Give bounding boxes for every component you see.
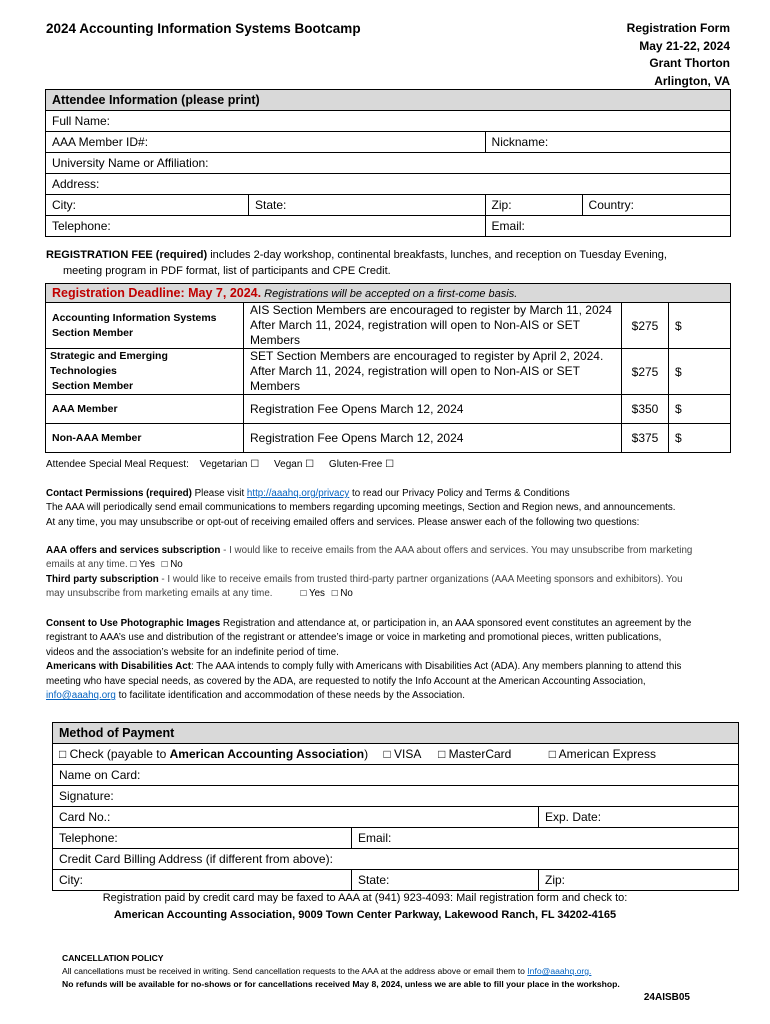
offers-subscription [46, 544, 736, 602]
fee-row-price: $275 [622, 303, 669, 349]
nickname-field[interactable]: Nickname: [485, 132, 730, 153]
visa-option[interactable]: □ VISA [383, 747, 421, 761]
consent-text: Registration and attendance at, or participation in, an AAA sponsored event constitutes an agreement by the [220, 618, 692, 629]
address-field[interactable]: Address: [46, 174, 731, 195]
university-field[interactable]: University Name or Affiliation: [46, 153, 731, 174]
telephone-field[interactable]: Telephone: [46, 216, 486, 237]
full-name-field[interactable]: Full Name: [46, 111, 731, 132]
cancellation-email-link[interactable]: Info@aaahq.org. [527, 966, 592, 976]
info-email-link[interactable]: info@aaahq.org [46, 690, 116, 702]
page-title: 2024 Accounting Information Systems Bootcamp [46, 21, 361, 36]
country-field[interactable]: Country: [582, 195, 730, 216]
fee-note-label: REGISTRATION FEE (required) [46, 249, 208, 261]
consent-section [46, 617, 736, 703]
meal-vegetarian: Vegetarian [199, 459, 248, 470]
fee-row [46, 349, 731, 395]
fee-row-name2: Section Member [52, 380, 134, 392]
form-code: 24AISB05 [643, 992, 690, 1003]
contact-text: Please visit [191, 488, 247, 499]
fee-row-desc: SET Section Members are encouraged to register by April 2, 2024. [250, 349, 604, 363]
billing-address-field[interactable]: Credit Card Billing Address (if different from above): [53, 849, 739, 870]
check-close: ) [364, 747, 369, 761]
event-venue: Grant Thorton [649, 56, 730, 70]
cancellation-heading: CANCELLATION POLICY [62, 953, 164, 963]
billing-state-field[interactable]: State: [352, 870, 539, 891]
consent-label: Consent to Use Photographic Images [46, 618, 221, 629]
fee-row-desc: AIS Section Members are encouraged to register by March 11, 2024 [250, 303, 612, 317]
zip-field[interactable]: Zip: [485, 195, 582, 216]
mastercard-option[interactable]: □ MasterCard [438, 747, 512, 761]
member-id-field[interactable]: AAA Member ID#: [46, 132, 486, 153]
check-payee: American Accounting Association [169, 747, 365, 761]
city-field[interactable]: City: [46, 195, 249, 216]
fee-row-amount[interactable]: $ [669, 349, 731, 395]
ada-line2: meeting who have special needs, as covered by the ADA, are requested to notify the Info Account at the American Accounting Association, [46, 675, 646, 687]
fee-row [46, 424, 731, 453]
fee-row-name: Strategic and Emerging Technologies [50, 350, 168, 377]
name-on-card-field[interactable]: Name on Card: [53, 765, 739, 786]
check-option[interactable] [59, 747, 368, 761]
ada-text: : The AAA intends to comply fully with Americans with Disabilities Act (ADA). Any members planning to attend this [191, 661, 682, 673]
payment-table [52, 722, 739, 891]
fee-row-desc: Registration Fee Opens March 12, 2024 [244, 395, 622, 424]
fee-note [46, 247, 736, 279]
meal-request [46, 458, 394, 472]
offers-label: AAA offers and services subscription [46, 545, 221, 556]
privacy-link[interactable]: http://aaahq.org/privacy [246, 488, 350, 499]
consent-line3: videos and the association’s website for an indefinite period of time. [46, 646, 339, 658]
meal-label: Attendee Special Meal Request: [46, 459, 189, 470]
offers-text: - I would like to receive emails from the AAA about offers and services. You may unsubscribe from marketing [220, 545, 693, 556]
mail-address: American Accounting Association, 9009 Town Center Parkway, Lakewood Ranch, FL 34202-4165 [113, 909, 617, 921]
fee-row-price: $375 [622, 424, 669, 453]
check-label: □ Check (payable to [59, 747, 170, 761]
cancellation-policy [62, 952, 742, 991]
offers-yes-checkbox[interactable]: □ Yes [130, 559, 155, 571]
cancellation-line2: No refunds will be available for no-shows or for cancellations received May 8, 2024, unless we are able to fill your place in the workshop. [62, 979, 620, 989]
fee-row-desc2: After March 11, 2024, registration will open to Non-AIS or SET Members [250, 364, 580, 393]
exp-date-field[interactable]: Exp. Date: [539, 807, 739, 828]
fee-row [46, 395, 731, 424]
consent-line2: registrant to AAA’s use and distribution of the registrant or attendee’s image or voice in marketing and promotional pieces, written publications, [46, 632, 662, 644]
fee-row-name: Non-AAA Member [46, 424, 244, 453]
fee-row-desc2: After March 11, 2024, registration will open to Non-AIS or SET Members [250, 318, 580, 347]
fee-row-amount[interactable]: $ [669, 424, 731, 453]
amex-option[interactable]: □ American Express [548, 747, 656, 761]
gluten-free-checkbox[interactable]: ☐ [385, 459, 395, 470]
vegan-checkbox[interactable]: ☐ [305, 459, 315, 470]
event-info [627, 20, 730, 90]
third-party-yes-checkbox[interactable]: □ Yes [300, 588, 325, 600]
email-field[interactable]: Email: [485, 216, 730, 237]
ada-line3: to facilitate identification and accommodation of these needs by the Association. [115, 690, 465, 702]
fee-table [45, 283, 731, 453]
cancellation-line1: All cancellations must be received in writing. Send cancellation requests to the AAA at the address above or email them to [62, 966, 528, 976]
fee-note-text: includes 2-day workshop, continental breakfasts, lunches, and reception on Tuesday Evening, [207, 249, 667, 261]
fee-row-price: $350 [622, 395, 669, 424]
contact-label: Contact Permissions (required) [46, 488, 192, 499]
billing-city-field[interactable]: City: [53, 870, 352, 891]
fee-row [46, 303, 731, 349]
ada-label: Americans with Disabilities Act [46, 661, 192, 673]
registration-form-label: Registration Form [626, 21, 730, 35]
attendee-heading: Attendee Information (please print) [46, 90, 731, 111]
event-dates: May 21-22, 2024 [639, 38, 730, 53]
contact-line2: The AAA will periodically send email communications to members regarding upcoming meetings, Section and Region news, and announcements. [46, 502, 676, 514]
meal-gluten-free: Gluten-Free [328, 459, 383, 470]
fee-row-price: $275 [622, 349, 669, 395]
contact-permissions [46, 487, 736, 530]
event-city: Arlington, VA [654, 73, 730, 88]
state-field[interactable]: State: [249, 195, 486, 216]
vegetarian-checkbox[interactable]: ☐ [250, 459, 260, 470]
deadline-note: Registrations will be accepted on a first-come basis. [261, 288, 518, 300]
fee-row-desc: Registration Fee Opens March 12, 2024 [244, 424, 622, 453]
meal-vegan: Vegan [274, 459, 303, 470]
signature-field[interactable]: Signature: [53, 786, 739, 807]
payment-heading: Method of Payment [53, 723, 739, 744]
mail-line1: Registration paid by credit card may be faxed to AAA at (941) 923-4093: Mail registration form and check to: [102, 892, 628, 904]
fee-row-amount[interactable]: $ [669, 395, 731, 424]
offers-no-checkbox[interactable]: □ No [161, 559, 183, 571]
third-party-text: - I would like to receive emails from trusted third-party partner organizations (AAA Meeting sponsors and exhibitors). You [158, 573, 683, 585]
third-party-no-checkbox[interactable]: □ No [331, 588, 353, 600]
billing-zip-field[interactable]: Zip: [539, 870, 739, 891]
third-party-label: Third party subscription [46, 573, 159, 585]
contact-line3: At any time, you may unsubscribe or opt-out of receiving emailed offers and services. Please answer each of the following two questions: [46, 516, 640, 528]
offers-text2: emails at any time. [46, 559, 128, 571]
third-party-text2: may unsubscribe from marketing emails at any time. [46, 588, 273, 600]
card-number-field[interactable]: Card No.: [53, 807, 539, 828]
deadline-text: Registration Deadline: May 7, 2024. [52, 286, 262, 300]
mail-instructions [0, 890, 730, 924]
fee-row-amount[interactable]: $ [669, 303, 731, 349]
payment-email-field[interactable]: Email: [352, 828, 739, 849]
fee-row-name: AAA Member [46, 395, 244, 424]
attendee-table [45, 89, 731, 237]
fee-row-name2: Section Member [52, 326, 134, 339]
payment-telephone-field[interactable]: Telephone: [53, 828, 352, 849]
fee-note-text2: meeting program in PDF format, list of participants and CPE Credit. [63, 265, 391, 277]
fee-row-name: Accounting Information Systems [52, 311, 217, 324]
contact-text2: to read our Privacy Policy and Terms & Conditions [349, 488, 570, 499]
